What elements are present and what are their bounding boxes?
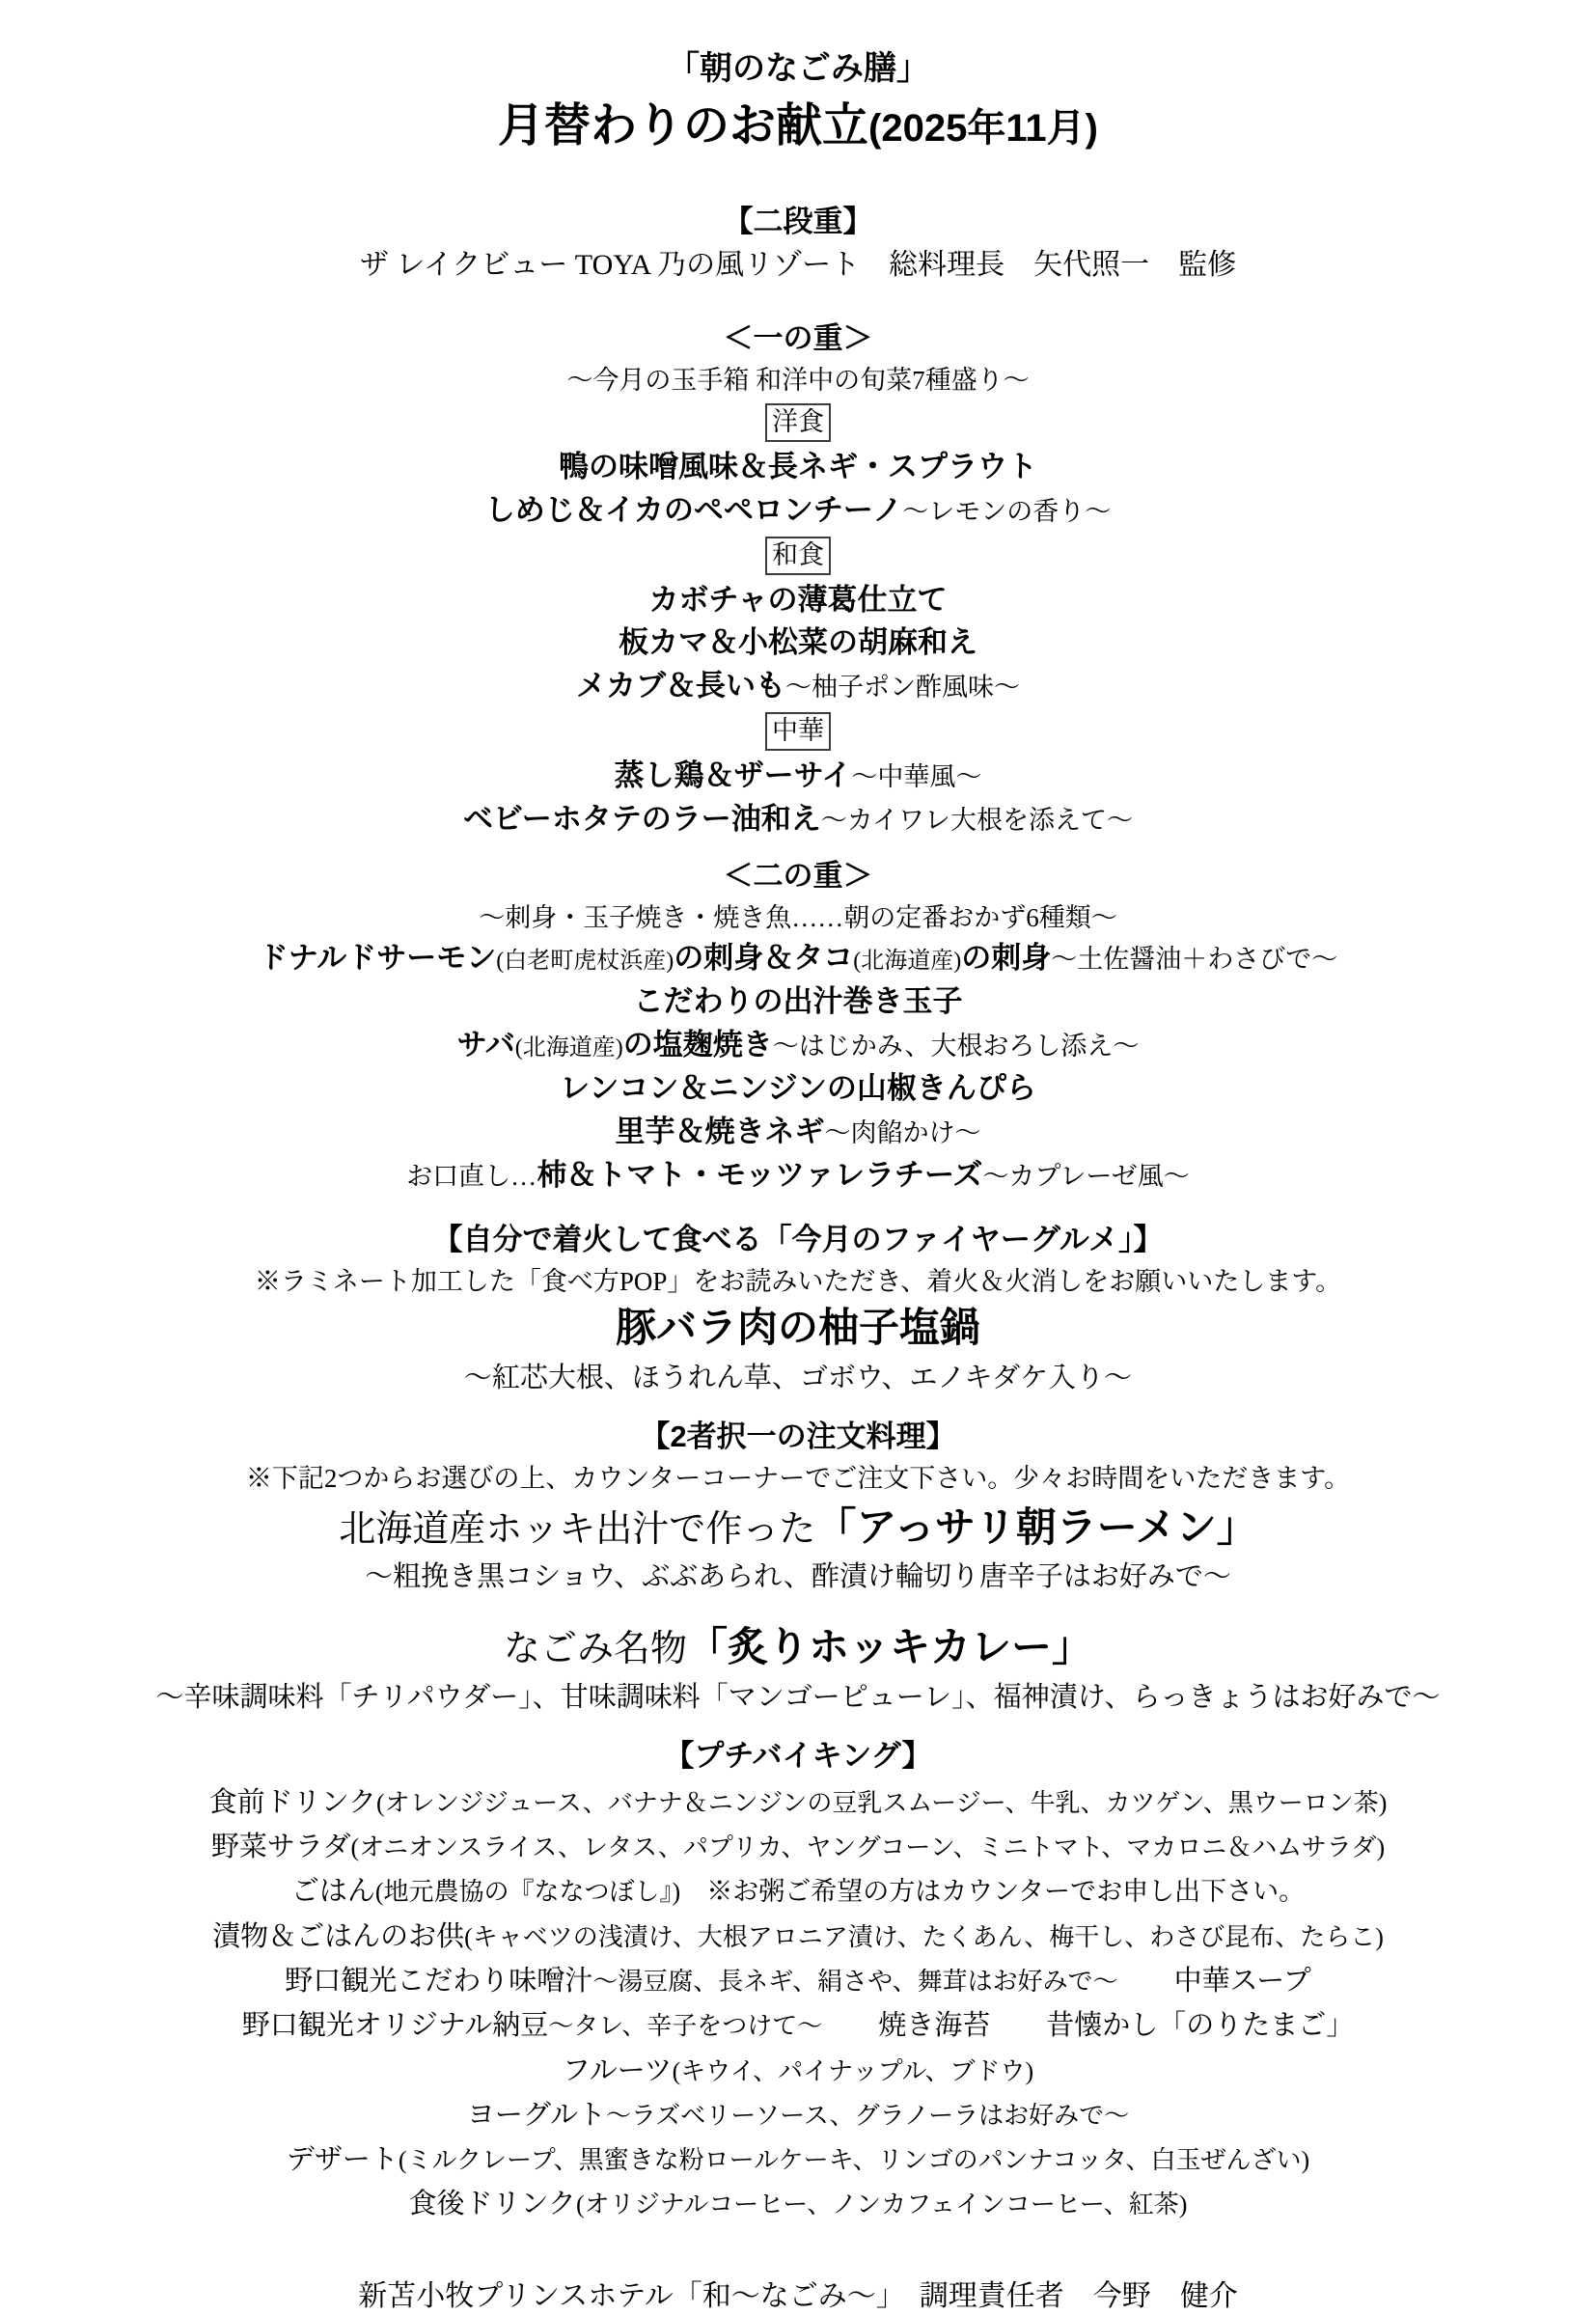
menu-text-segment: ベビーホタテのラー油和え [463, 801, 821, 836]
buffet-item-salad [0, 1829, 1596, 1865]
menu-text-segment: ～紅芯大根、ほうれん草、ゴボウ、エノキダケ入り～ [463, 1362, 1133, 1393]
buffet-item-yogurt [0, 2097, 1596, 2134]
menu-text-segment: ～はじかみ、大根おろし添え～ [772, 1032, 1140, 1061]
menu-item-mushidori [0, 757, 1596, 796]
menu-text-segment: 板カマ＆小松菜の胡麻和え [619, 625, 977, 660]
menu-text-segment: (北海道産) [853, 949, 962, 975]
menu-item-caprese [0, 1156, 1596, 1196]
menu-item-kinpira [0, 1069, 1596, 1109]
section-heading-ninoju [0, 857, 1596, 896]
menu-text-segment: 「炙りホッキカレー」 [687, 1624, 1093, 1670]
menu-text-segment: お口直し… [406, 1161, 537, 1191]
menu-text-segment: (オリジナルコーヒー、ノンカフェインコーヒー、紅茶) [575, 2191, 1188, 2219]
menu-text-segment: (キウイ、パイナップル、ブドウ) [672, 2056, 1034, 2085]
menu-text-segment: 野菜サラダ [210, 1832, 351, 1863]
menu-text-segment: (白老町虎杖浜産) [496, 949, 674, 975]
menu-text-segment: ごはん [290, 1876, 375, 1908]
menu-text-segment: 「朝のなごみ膳」 [667, 50, 929, 87]
menu-text-segment: の刺身 [961, 941, 1052, 976]
menu-text-segment: ～粗挽き黒コショウ、ぶぶあられ、酢漬け輪切り唐辛子はお好みで～ [365, 1561, 1231, 1593]
buffet-item-drink-before [0, 1784, 1596, 1821]
menu-text-segment: (2025年11月) [868, 106, 1098, 150]
menu-text-segment: ～今月の玉手箱 和洋中の旬菜7種盛り～ [566, 365, 1030, 395]
menu-item-yuzunabe [0, 1301, 1596, 1354]
menu-text-segment: カボチャの薄葛仕立て [648, 582, 948, 617]
section-heading-nidanju [0, 203, 1596, 242]
menu-text-segment: 新苫小牧プリンスホテル「和～なごみ～」 調理責任者 今野 健介 [358, 2279, 1238, 2312]
page-title-main [0, 96, 1596, 156]
menu-item-mekabu [0, 667, 1596, 706]
note-order [0, 1462, 1596, 1497]
menu-text-segment: (北海道産) [514, 1035, 623, 1061]
menu-text-segment: ～レモンの香り～ [902, 496, 1112, 526]
buffet-item-tsukemono [0, 1918, 1596, 1955]
menu-text-segment: 野口観光こだわり味噌汁 [285, 1965, 593, 1997]
menu-text-segment: 【プチバイキング】 [664, 1739, 932, 1773]
menu-text-segment: なごみ名物 [503, 1629, 687, 1670]
note-yuzunabe [0, 1360, 1596, 1396]
menu-text-segment: フルーツ [562, 2054, 673, 2086]
menu-text-segment: ～土佐醤油＋わさびで～ [1051, 945, 1338, 975]
menu-text-segment: ＜二の重＞ [723, 858, 873, 893]
menu-text-segment: ～湯豆腐、長ネギ、絹さや、舞茸はお好みで～ [592, 1967, 1118, 1996]
section-heading-viking [0, 1737, 1596, 1777]
menu-text-segment: 蒸し鶏＆ザーサイ [614, 758, 852, 793]
menu-text-segment: ～肉餡かけ～ [824, 1118, 981, 1148]
buffet-item-misoshiru [0, 1963, 1596, 1999]
menu-item-kabocha [0, 581, 1596, 620]
footer-credit [0, 2277, 1596, 2315]
menu-text-segment: の刺身＆タコ [674, 941, 854, 976]
note-firegourmet [0, 1265, 1596, 1300]
menu-text-segment: ザ レイクビュー TOYA 乃の風リゾート 総料理長 矢代照一 監修 [359, 249, 1237, 282]
menu-text-segment: ～刺身・玉子焼き・焼き魚……朝の定番おかず6種類～ [479, 902, 1117, 932]
menu-text-segment: ドナルドサーモン [258, 941, 497, 976]
menu-text-segment: ～カプレーゼ風～ [982, 1161, 1190, 1191]
menu-text-segment: ～中華風～ [851, 762, 982, 792]
note-curry [0, 1679, 1596, 1716]
section-heading-ichinoju [0, 319, 1596, 359]
menu-text-segment: 【自分で着火して食べる「今月のファイヤーグルメ」】 [432, 1222, 1164, 1256]
menu-text-segment: 月替わりのお献立 [498, 99, 869, 152]
menu-text-segment: (ミルクレープ、黒蜜きな粉ロールケーキ、リンゴのパンナコッタ、白玉ぜんざい) [398, 2146, 1310, 2175]
note-ramen [0, 1558, 1596, 1595]
menu-item-satoimo [0, 1113, 1596, 1152]
menu-text-segment: ※お粥ご希望の方はカウンターでお申し出下さい。 [680, 1877, 1306, 1907]
supervisor-credit [0, 246, 1596, 285]
menu-text-segment: (地元農協の『ななつぼし』) [374, 1878, 681, 1907]
category-badge-label: 和食 [765, 537, 831, 575]
section-heading-firegourmet [0, 1221, 1596, 1260]
menu-text-segment: 食後ドリンク [408, 2189, 576, 2220]
menu-text-segment: こだわりの出汁巻き玉子 [633, 984, 963, 1019]
menu-item-peperoncino [0, 491, 1596, 531]
menu-text-segment: ヨーグルト [466, 2099, 607, 2131]
menu-item-dashimaki [0, 982, 1596, 1022]
category-badge-label: 洋食 [765, 403, 831, 442]
menu-text-segment: 豚バラ肉の柚子塩鍋 [615, 1305, 980, 1351]
menu-text-segment: 【2者択一の注文料理】 [640, 1419, 956, 1454]
menu-text-segment: ～タレ、辛子をつけて～ [548, 2012, 823, 2041]
page-title-small [0, 47, 1596, 91]
menu-text-segment: 柿＆トマト・モッツァレラチーズ [537, 1157, 983, 1192]
menu-text-segment: ～カイワレ大根を添えて～ [820, 805, 1133, 835]
section-heading-order [0, 1418, 1596, 1457]
category-badge-chuka [0, 710, 1596, 753]
menu-item-duck-miso [0, 448, 1596, 487]
menu-text-segment: ＜一の重＞ [723, 320, 873, 355]
menu-text-segment: ～ラズベリーソース、グラノーラはお好みで～ [606, 2101, 1130, 2130]
menu-text-segment: メカブ＆長いも [576, 669, 785, 703]
menu-text-segment: 食前ドリンク [208, 1786, 377, 1818]
menu-text-segment: (キャベツの浅漬け、大根アロニア漬け、たくあん、梅干し、わさび昆布、たらこ) [464, 1922, 1384, 1951]
menu-text-segment: 焼き海苔 昔懐かし「のりたまご」 [822, 2010, 1355, 2042]
buffet-item-dessert [0, 2141, 1596, 2178]
menu-text-segment: 里芋＆焼きネギ [615, 1115, 825, 1149]
menu-item-curry [0, 1620, 1596, 1673]
menu-text-segment: 漬物＆ごはんのお供 [212, 1920, 465, 1952]
buffet-item-natto [0, 2007, 1596, 2044]
buffet-item-gohan [0, 1873, 1596, 1910]
menu-lines [0, 47, 1596, 2315]
menu-item-babyhotate [0, 800, 1596, 840]
menu-item-sashimi [0, 939, 1596, 978]
menu-text-segment: しめじ＆イカのペペロンチーノ [484, 492, 903, 527]
buffet-item-fruit [0, 2053, 1596, 2089]
menu-text-segment: デザート [286, 2144, 399, 2176]
buffet-item-drink-after [0, 2186, 1596, 2222]
menu-text-segment: 鴨の味噌風味＆長ネギ・スプラウト [559, 450, 1037, 484]
menu-text-segment: サバ [456, 1028, 515, 1062]
menu-text-segment: 野口観光オリジナル納豆 [241, 2010, 549, 2042]
menu-text-segment: ～辛味調味料「チリパウダー」、甘味調味料「マンゴーピューレ」、福神漬け、らっきょうはお好みで～ [155, 1681, 1441, 1713]
menu-text-segment: 中華スープ [1117, 1965, 1311, 1997]
menu-text-segment: の塩麹焼き [622, 1028, 773, 1062]
category-badge-washoku [0, 535, 1596, 577]
menu-text-segment: (オニオンスライス、レタス、パプリカ、ヤングコーン、ミニトマト、マカロニ＆ハムサラダ) [350, 1833, 1386, 1862]
menu-text-segment: ～柚子ポン酢風味～ [785, 673, 1020, 703]
menu-item-ramen [0, 1501, 1596, 1554]
menu-text-segment: レンコン＆ニンジンの山椒きんぴら [560, 1071, 1036, 1106]
menu-text-segment: 「アっサリ朝ラーメン」 [815, 1503, 1257, 1550]
menu-text-segment: ※下記2つからお選びの上、カウンターコーナーでご注文下さい。少々お時間をいただきます。 [245, 1463, 1351, 1493]
category-badge-yoshoku [0, 401, 1596, 444]
category-badge-label: 中華 [765, 712, 831, 751]
menu-text-segment: ※ラミネート加工した「食べ方POP」をお読みいただき、着火＆火消しをお願いいたします。 [254, 1266, 1342, 1296]
menu-item-saba [0, 1026, 1596, 1065]
menu-text-segment: (オレンジジュース、バナナ＆ニンジンの豆乳スムージー、牛乳、カツゲン、黒ウーロン茶) [376, 1788, 1388, 1817]
menu-text-segment: 【二段重】 [723, 205, 873, 239]
menu-text-segment: 北海道産ホッキ出汁で作った [339, 1508, 816, 1550]
subtitle-ninoju [0, 901, 1596, 936]
subtitle-ichinoju [0, 364, 1596, 399]
menu-item-itakama [0, 623, 1596, 663]
